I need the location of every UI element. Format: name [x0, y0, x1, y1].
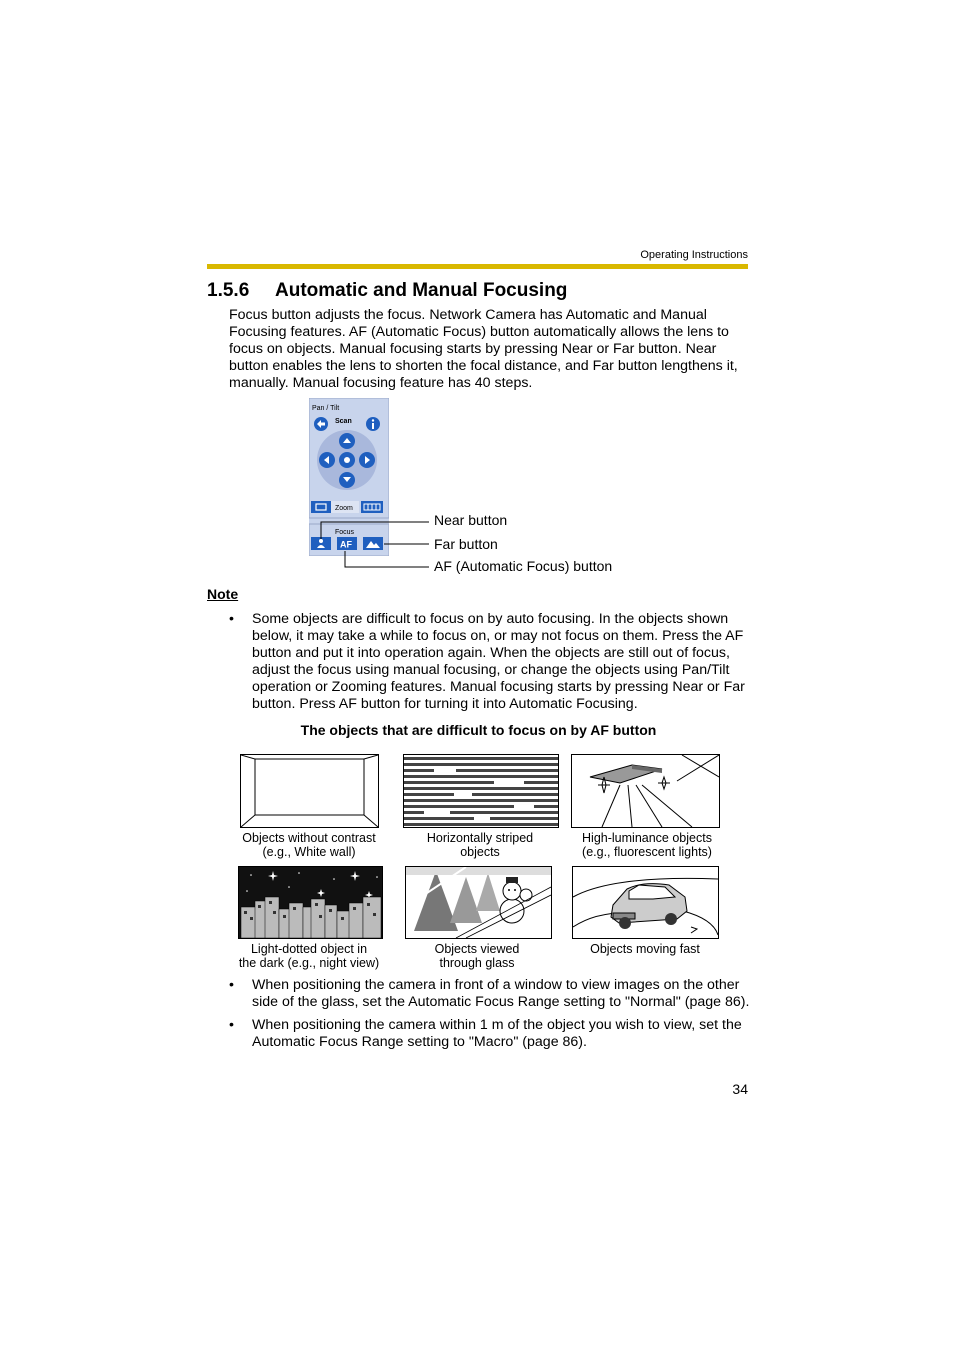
caption-line: (e.g., fluorescent lights) — [582, 845, 712, 859]
af-leader-line — [345, 551, 429, 567]
focus-label: Focus — [335, 529, 355, 536]
figure-through-glass-caption — [396, 942, 558, 970]
zoom-wide-icon[interactable] — [311, 501, 331, 513]
callout-leaders — [300, 515, 440, 575]
pan-tilt-label: Pan / Tilt — [312, 405, 340, 412]
header-rule — [207, 264, 748, 269]
figure-striped — [403, 754, 559, 828]
near-leader-line — [321, 522, 429, 539]
callout-near: Near button — [434, 512, 508, 528]
caption-line: High-luminance objects — [582, 831, 712, 845]
note-bullet-3 — [229, 1017, 750, 1051]
figure-striped-caption — [399, 831, 561, 859]
bullet-marker: • — [229, 977, 234, 993]
figure-through-glass — [405, 866, 552, 939]
info-icon[interactable] — [366, 417, 380, 431]
home-dot-icon[interactable] — [339, 452, 355, 468]
af-label: AF — [340, 539, 352, 550]
callout-af: AF (Automatic Focus) button — [434, 558, 613, 574]
zoom-tele-icon[interactable] — [361, 501, 383, 513]
note-heading: Note — [207, 586, 239, 602]
note-bullet-2 — [229, 977, 750, 1011]
zoom-label: Zoom — [335, 505, 353, 512]
back-arrow-icon[interactable] — [314, 417, 328, 431]
running-header: Operating Instructions — [640, 249, 748, 261]
figure-moving-car-caption — [564, 942, 726, 956]
note-bullet-2-text: When positioning the camera in front of a window to view images on the other side of the glass, set the Automatic Focus Range setting to "Normal" (page 86). — [252, 977, 750, 1010]
caption-line: Light-dotted object in — [250, 942, 368, 956]
caption-line: Objects moving fast — [590, 942, 700, 956]
section-title — [207, 280, 567, 302]
section-number: 1.5.6 — [207, 280, 250, 301]
section-title-text: Automatic and Manual Focusing — [275, 280, 568, 301]
arrow-right-icon[interactable] — [359, 452, 375, 468]
figure-fluorescent-caption — [566, 831, 728, 859]
figure-moving-car — [572, 866, 719, 939]
caption-line: Objects without contrast — [242, 831, 376, 845]
page-number: 34 — [732, 1081, 748, 1097]
caption-line: (e.g., White wall) — [262, 845, 356, 859]
caption-line: objects — [460, 845, 500, 859]
figure-white-wall-caption — [228, 831, 390, 859]
intro-paragraph: Focus button adjusts the focus. Network Camera has Automatic and Manual Focusing features. AF (Automatic Focus) button automatically allows the lens to focus on objects. Manual focusing starts by pressing Near or Far button. Near button enables the lens to shorten the focal distance, and Far button lengthens it, manually. Manual focusing feature has 40 steps. — [229, 307, 738, 391]
arrow-down-icon[interactable] — [339, 472, 355, 488]
scan-label: Scan — [335, 418, 352, 425]
arrow-left-icon[interactable] — [319, 452, 335, 468]
caption-line: through glass — [439, 956, 515, 970]
note-bullet-1 — [229, 611, 750, 713]
caption-line: Horizontally striped — [426, 831, 534, 845]
figure-night-view — [238, 866, 383, 939]
figure-night-view-caption — [228, 942, 390, 970]
callout-far: Far button — [434, 536, 498, 552]
figure-caption: The objects that are difficult to focus on by AF button — [300, 722, 657, 738]
bullet-marker: • — [229, 1017, 234, 1033]
note-bullet-1-text: Some objects are difficult to focus on by auto focusing. In the objects shown below, it may take a while to focus on, or may not focus on them. Press the AF button and put it into operation again. When the objects are still out of focus, adjust the focus using manual focusing, or change the objects using Pan/Tilt operation or Zooming features. Manual focusing starts by pressing Near or Far button. Press AF button for turning it into Automatic Focusing. — [252, 611, 745, 712]
caption-line: the dark (e.g., night view) — [238, 956, 380, 970]
figure-fluorescent — [571, 754, 720, 828]
figure-white-wall — [240, 754, 379, 828]
arrow-up-icon[interactable] — [339, 433, 355, 449]
note-bullet-3-text: When positioning the camera within 1 m of the object you wish to view, set the Automatic Focus Range setting to "Macro" (page 86). — [252, 1017, 742, 1050]
caption-line: Objects viewed — [434, 942, 520, 956]
bullet-marker: • — [229, 611, 234, 627]
